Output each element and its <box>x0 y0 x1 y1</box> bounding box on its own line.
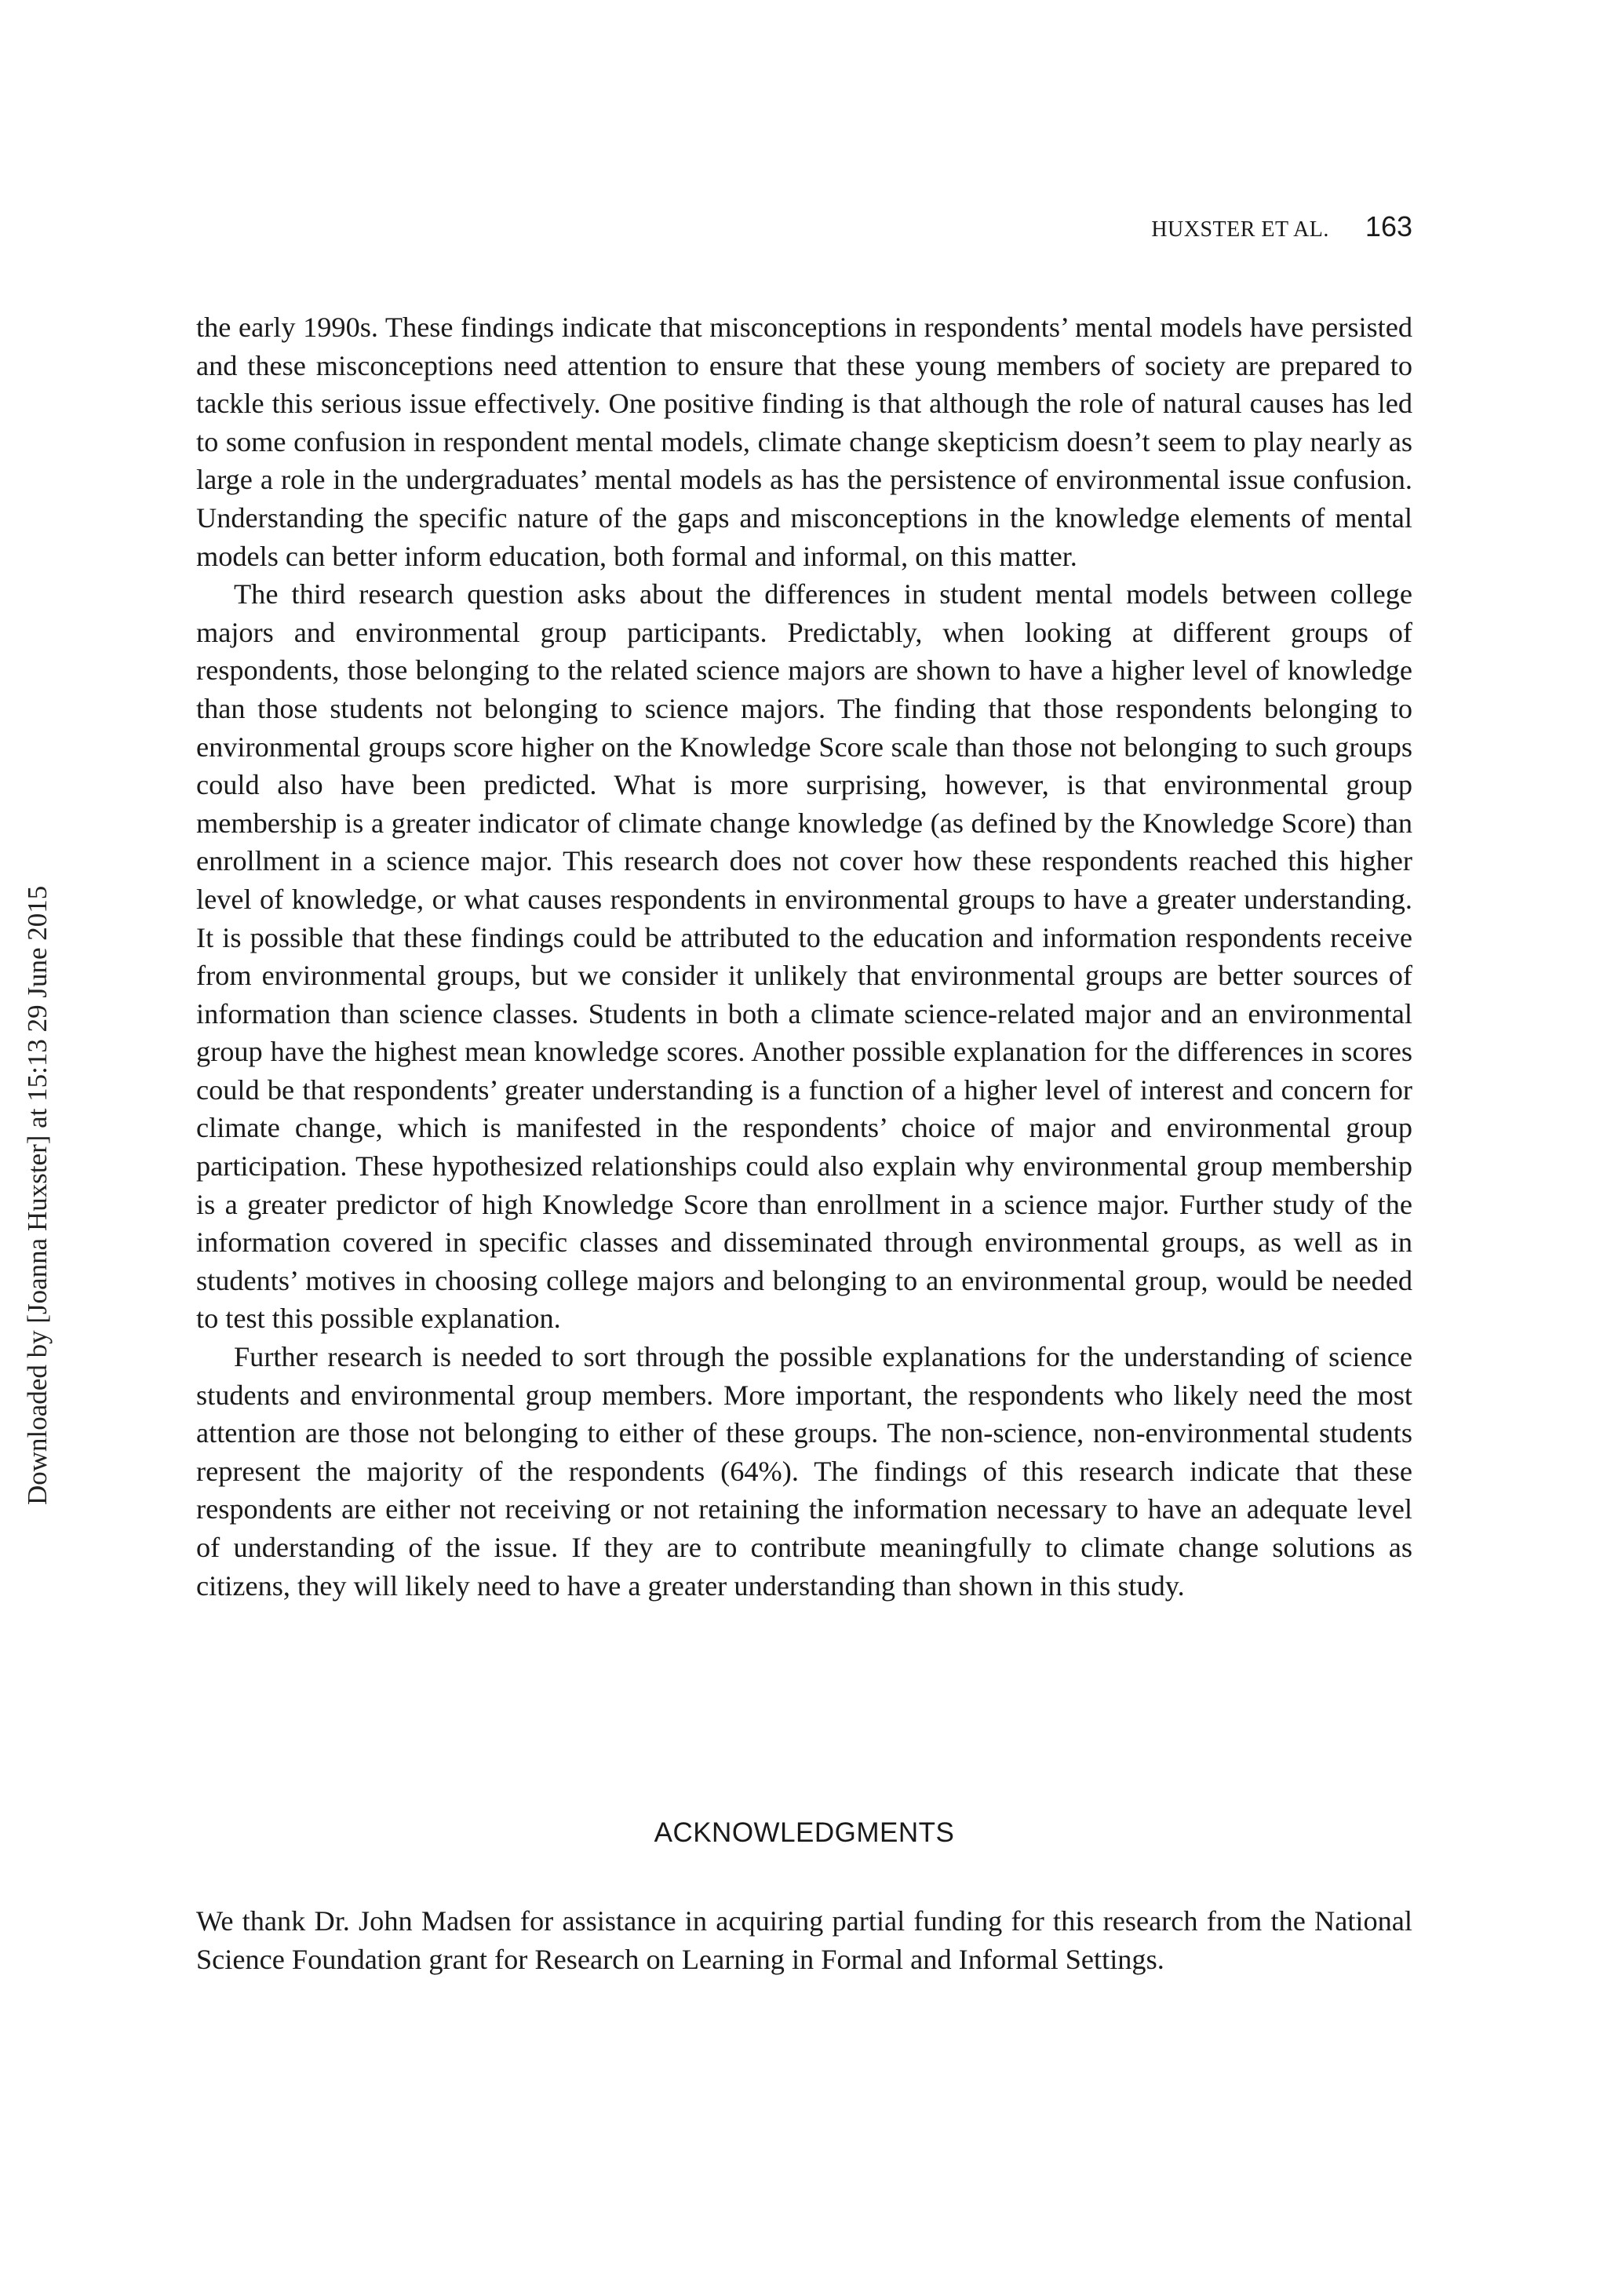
acknowledgments-text: We thank Dr. John Madsen for assistance in acquiring partial funding for this research from the National Science Foundation grant for Research on Learning in Formal and Informal Settings. <box>196 1905 1412 1975</box>
body-text <box>196 308 1412 1605</box>
running-head-authors: HUXSTER ET AL. <box>1151 217 1329 242</box>
paragraph-2: The third research question asks about the differences in student mental models between college majors and environmental group participants. Predictably, when looking at different groups of respondents, those belonging to the related science majors are shown to have a higher level of knowledge than those students not belonging to science majors. The finding that those respondents belonging to environmental groups score higher on the Knowledge Score scale than those not belonging to such groups could also have been predicted. What is more surprising, however, is that environmental group membership is a greater indicator of climate change knowledge (as defined by the Knowledge Score) than enrollment in a science major. This research does not cover how these respondents reached this higher level of knowledge, or what causes respondents in environmental groups to have a greater understanding. It is possible that these findings could be attributed to the education and information respondents receive from environmental groups, but we consider it unlikely that environmental groups are better sources of information than science classes. Students in both a climate science-related major and an environmental group have the highest mean knowledge scores. Another possible explanation for the differences in scores could be that respondents’ greater understanding is a function of a higher level of interest and concern for climate change, which is manifested in the respondents’ choice of major and environmental group participation. These hypothesized relationships could also explain why environmental group membership is a greater predictor of high Knowledge Score than enrollment in a science major. Further study of the information covered in specific classes and disseminated through environmental groups, as well as in students’ motives in choosing college majors and belonging to an environmental group, would be needed to test this possible explanation. <box>196 578 1412 1335</box>
page-number: 163 <box>1365 210 1412 242</box>
download-watermark: Downloaded by [Joanna Huxster] at 15:13 29 June 2015 <box>22 885 53 1505</box>
paragraph-1: the early 1990s. These findings indicate that misconceptions in respondents’ mental models have persisted and these misconceptions need attention to ensure that these young members of society are prepared to tackle this serious issue effectively. One positive finding is that although the role of natural causes has led to some confusion in respondent mental models, climate change skepticism doesn’t seem to play nearly as large a role in the undergraduates’ mental models as has the persistence of environmental issue confusion. Understanding the specific nature of the gaps and misconceptions in the knowledge elements of mental models can better inform education, both formal and informal, on this matter. <box>196 312 1412 572</box>
paragraph-3: Further research is needed to sort through the possible explanations for the understanding of science students and environmental group members. More important, the respondents who likely need the most attention are those not belonging to either of these groups. The non-science, non-environmental students represent the majority of the respondents (64%). The findings of this research indicate that these respondents are either not receiving or not retaining the information necessary to have an adequate level of understanding of the issue. If they are to contribute meaningfully to climate change solutions as citizens, they will likely need to have a greater understanding than shown in this study. <box>196 1341 1412 1602</box>
running-head <box>1151 210 1412 243</box>
acknowledgments-heading: ACKNOWLEDGMENTS <box>654 1817 955 1848</box>
